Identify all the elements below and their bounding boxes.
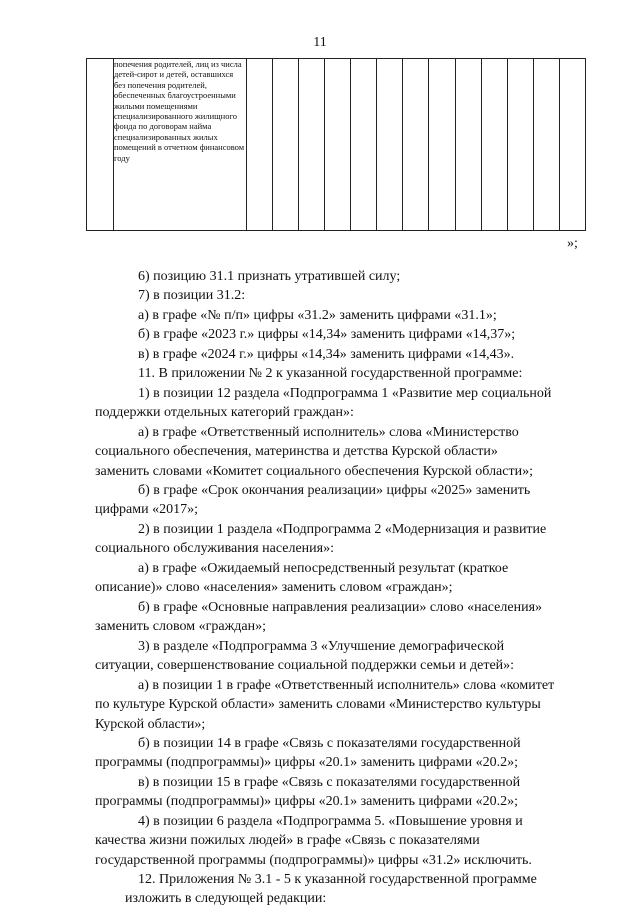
- table-cell-number: [87, 59, 114, 231]
- table-cell-empty: [455, 59, 481, 231]
- text-line: поддержки отдельных категорий граждан»:: [95, 405, 354, 421]
- paragraph: [95, 676, 585, 734]
- text-line: программы (подпрограммы)» цифры «20.1» заменить цифрами «20.2»;: [95, 755, 518, 771]
- text-line: социального обслуживания населения»:: [95, 541, 334, 557]
- text-line: государственной программы (подпрограммы)» цифры «31.2» исключить.: [95, 852, 532, 868]
- paragraph: [138, 345, 514, 364]
- text-line: социального обеспечения, материнства и детства Курской области»: [95, 444, 498, 460]
- text-line: в) в позиции 15 в графе «Связь с показателями государственной: [138, 775, 521, 790]
- table-cell-empty: [377, 59, 403, 231]
- text-line: 4) в позиции 6 раздела «Подпрограмма 5. «Повышение уровня и: [138, 814, 523, 829]
- text-line: 11. В приложении № 2 к указанной государственной программе:: [138, 366, 523, 381]
- paragraph: [95, 520, 585, 559]
- text-line: б) в позиции 14 в графе «Связь с показателями государственной: [138, 736, 521, 751]
- text-line: а) в графе «Ожидаемый непосредственный результат (краткое: [138, 561, 509, 576]
- paragraph: [95, 598, 585, 637]
- page-number: 11: [313, 35, 327, 50]
- table-cell-empty: [429, 59, 455, 231]
- paragraph: [138, 325, 515, 344]
- paragraph: [95, 870, 585, 909]
- text-line: 3) в разделе «Подпрограмма 3 «Улучшение демографической: [138, 639, 505, 654]
- table-cell-indicator: попечения родителей, лиц из числа детей-сирот и детей, оставшихся без попечения родителей, обеспеченных благоустроенными жилыми помещениями специализированного жилищного фонда по договорам найма специализированных жилых помещений в отчетном финансовом году: [114, 59, 247, 231]
- text-line: заменить словом «граждан»;: [95, 619, 266, 635]
- text-line: Курской области»;: [95, 716, 206, 732]
- text-line: цифрами «2017»;: [95, 502, 199, 518]
- text-line: по культуре Курской области» заменить словами «Министерство культуры: [95, 697, 541, 713]
- paragraph: [138, 286, 245, 305]
- paragraph: [138, 364, 522, 383]
- table-cell-empty: [559, 59, 585, 231]
- text-line: заменить словами «Комитет социального обеспечения Курской области»;: [95, 463, 533, 479]
- table-cell-empty: [507, 59, 533, 231]
- table-cell-empty: [351, 59, 377, 231]
- text-line: 7) в позиции 31.2:: [138, 288, 246, 303]
- text-line: а) в позиции 1 в графе «Ответственный исполнитель» слова «комитет: [138, 678, 555, 693]
- table-cell-empty: [273, 59, 299, 231]
- text-line: а) в графе «Ответственный исполнитель» слова «Министерство: [138, 425, 519, 440]
- paragraph: [95, 559, 585, 598]
- paragraph: [95, 773, 585, 812]
- text-line: 12. Приложения № 3.1 - 5 к указанной государственной программе: [138, 872, 537, 887]
- text-line: описание)» слово «населения» заменить словом «граждан»;: [95, 580, 453, 596]
- paragraph: [95, 423, 585, 481]
- paragraph: [95, 481, 585, 520]
- table-cell-empty: [299, 59, 325, 231]
- paragraph: [95, 637, 585, 676]
- paragraph: [95, 734, 585, 773]
- text-line: качества жизни пожилых людей» в графе «Связь с показателями: [95, 833, 480, 849]
- paragraph: [95, 384, 585, 423]
- text-line: б) в графе «2023 г.» цифры «14,34» заменить цифрами «14,37»;: [138, 327, 516, 342]
- text-line: а) в графе «№ п/п» цифры «31.2» заменить цифрами «31.1»;: [138, 308, 497, 323]
- paragraph: [138, 267, 400, 286]
- text-line: ситуации, совершенствование социальной поддержки семьи и детей»:: [95, 658, 515, 674]
- table-cell-empty: [481, 59, 507, 231]
- text-line: б) в графе «Основные направления реализации» слово «населения»: [138, 600, 543, 615]
- paragraph: [95, 812, 585, 870]
- paragraph: [138, 306, 497, 325]
- table-cell-empty: [533, 59, 559, 231]
- table-cell-empty: [247, 59, 273, 231]
- table-row: [87, 59, 586, 231]
- text-line: 2) в позиции 1 раздела «Подпрограмма 2 «Модернизация и развитие: [138, 522, 547, 537]
- text-line: программы (подпрограммы)» цифры «20.1» заменить цифрами «20.2»;: [95, 794, 518, 810]
- table-cell-empty: [325, 59, 351, 231]
- continued-table: [86, 58, 586, 231]
- closing-quote: »;: [567, 236, 578, 251]
- text-line: 6) позицию 31.1 признать утратившей силу;: [138, 269, 401, 284]
- text-line: 1) в позиции 12 раздела «Подпрограмма 1 «Развитие мер социальной: [138, 386, 552, 401]
- text-line: изложить в следующей редакции:: [125, 891, 327, 907]
- text-line: б) в графе «Срок окончания реализации» цифры «2025» заменить: [138, 483, 531, 498]
- table-cell-empty: [403, 59, 429, 231]
- text-line: в) в графе «2024 г.» цифры «14,34» заменить цифрами «14,43».: [138, 347, 515, 362]
